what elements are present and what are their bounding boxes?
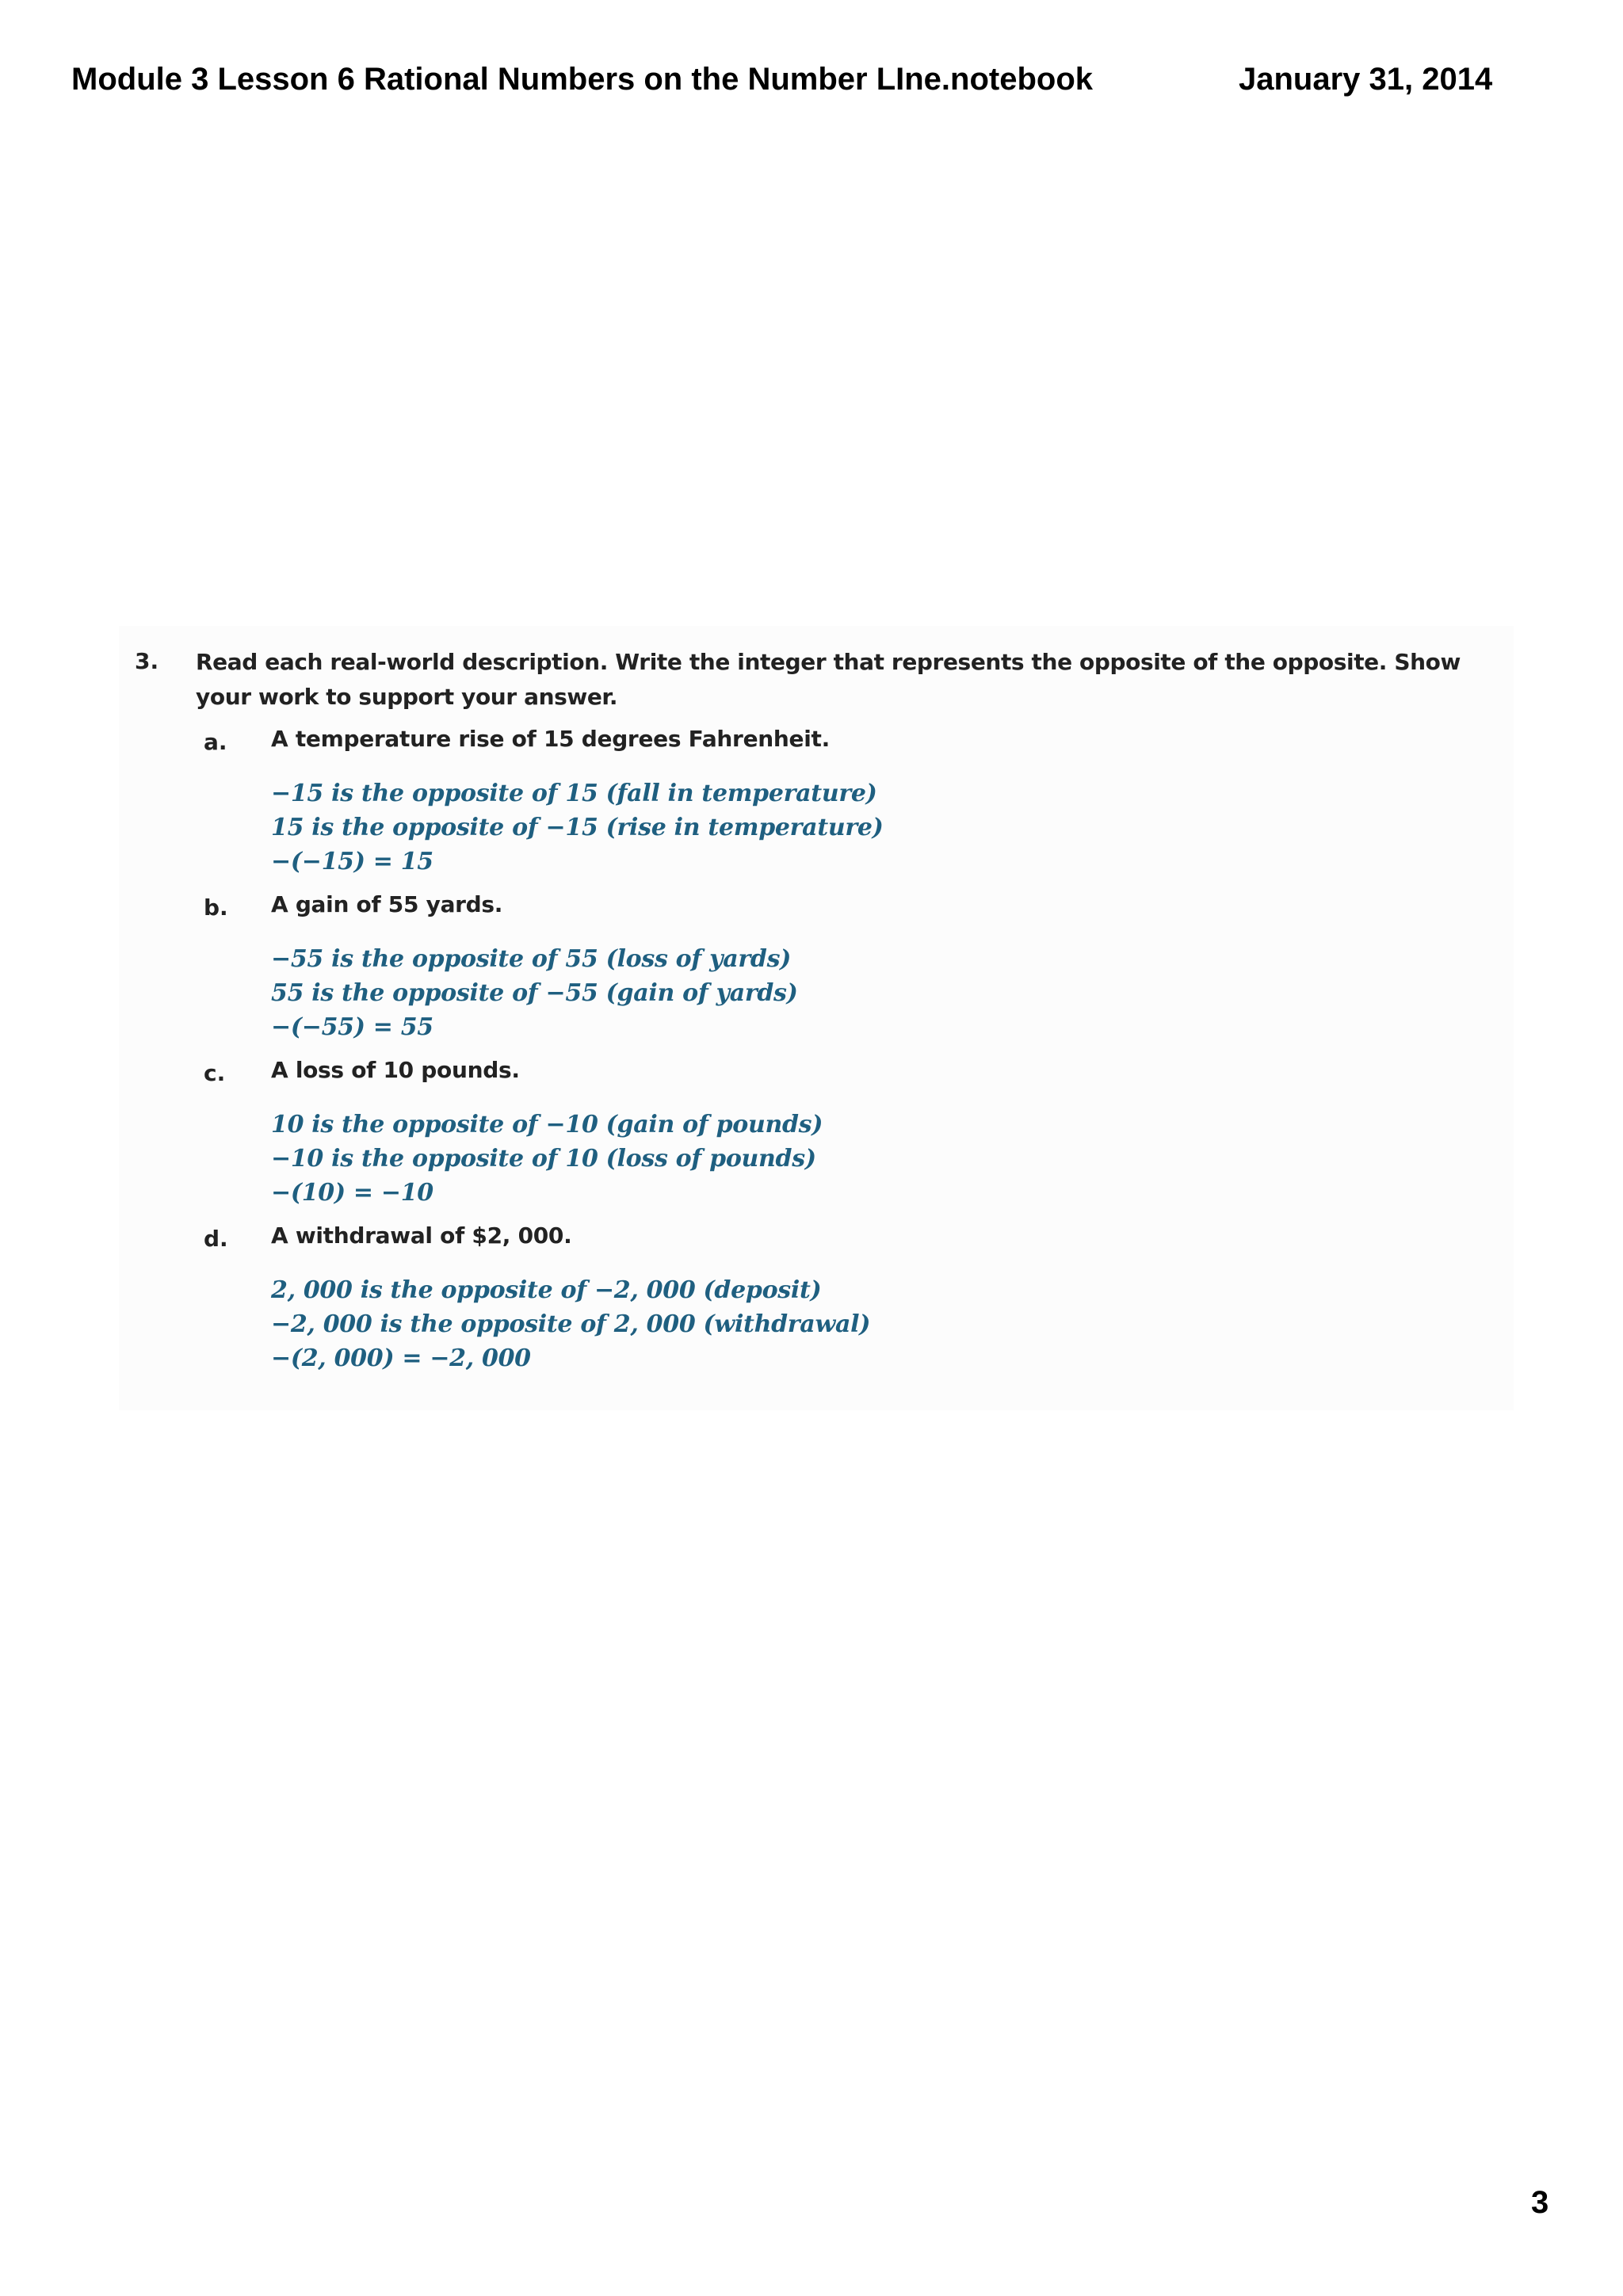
part-b-prompt: A gain of 55 yards.	[271, 891, 503, 917]
part-b-label: b.	[204, 894, 228, 921]
part-c-answer-line: 10 is the opposite of −10 (gain of pounds)	[271, 1111, 823, 1138]
part-b-answer-line: 55 is the opposite of −55 (gain of yards)	[271, 979, 798, 1007]
part-d-label: d.	[204, 1226, 228, 1252]
part-d-answer-line: −(2, 000) = −2, 000	[271, 1344, 531, 1372]
part-a-answer-line: −15 is the opposite of 15 (fall in temperature)	[271, 780, 877, 807]
part-b-answer-line: −(−55) = 55	[271, 1013, 433, 1041]
part-a-prompt: A temperature rise of 15 degrees Fahrenheit.	[271, 726, 830, 752]
part-d-answer-line: −2, 000 is the opposite of 2, 000 (withdrawal)	[271, 1310, 871, 1338]
notebook-date: January 31, 2014	[1239, 62, 1493, 97]
part-c-label: c.	[204, 1060, 226, 1086]
problem-instructions: Read each real-world description. Write the integer that represents the opposite of the opposite. Show your work to support your answer.	[196, 649, 1461, 710]
part-c-answer-line: −10 is the opposite of 10 (loss of pounds)	[271, 1145, 816, 1173]
part-a-answer-line: 15 is the opposite of −15 (rise in temperature)	[271, 814, 884, 841]
part-c-prompt: A loss of 10 pounds.	[271, 1057, 520, 1083]
part-c-answer-line: −(10) = −10	[271, 1179, 433, 1207]
part-b-answer-line: −55 is the opposite of 55 (loss of yards)	[271, 945, 792, 973]
part-d-prompt: A withdrawal of $2, 000.	[271, 1222, 572, 1249]
problem-number: 3.	[135, 648, 159, 674]
part-a-label: a.	[204, 729, 227, 755]
notebook-title: Module 3 Lesson 6 Rational Numbers on the Number LIne.notebook	[71, 62, 1094, 97]
page-header	[71, 62, 1545, 106]
page-number: 3	[1531, 2185, 1549, 2220]
part-a-answer-line: −(−15) = 15	[271, 848, 433, 875]
worksheet-snippet	[119, 626, 1514, 1410]
part-d-answer-line: 2, 000 is the opposite of −2, 000 (deposit)	[271, 1276, 822, 1304]
